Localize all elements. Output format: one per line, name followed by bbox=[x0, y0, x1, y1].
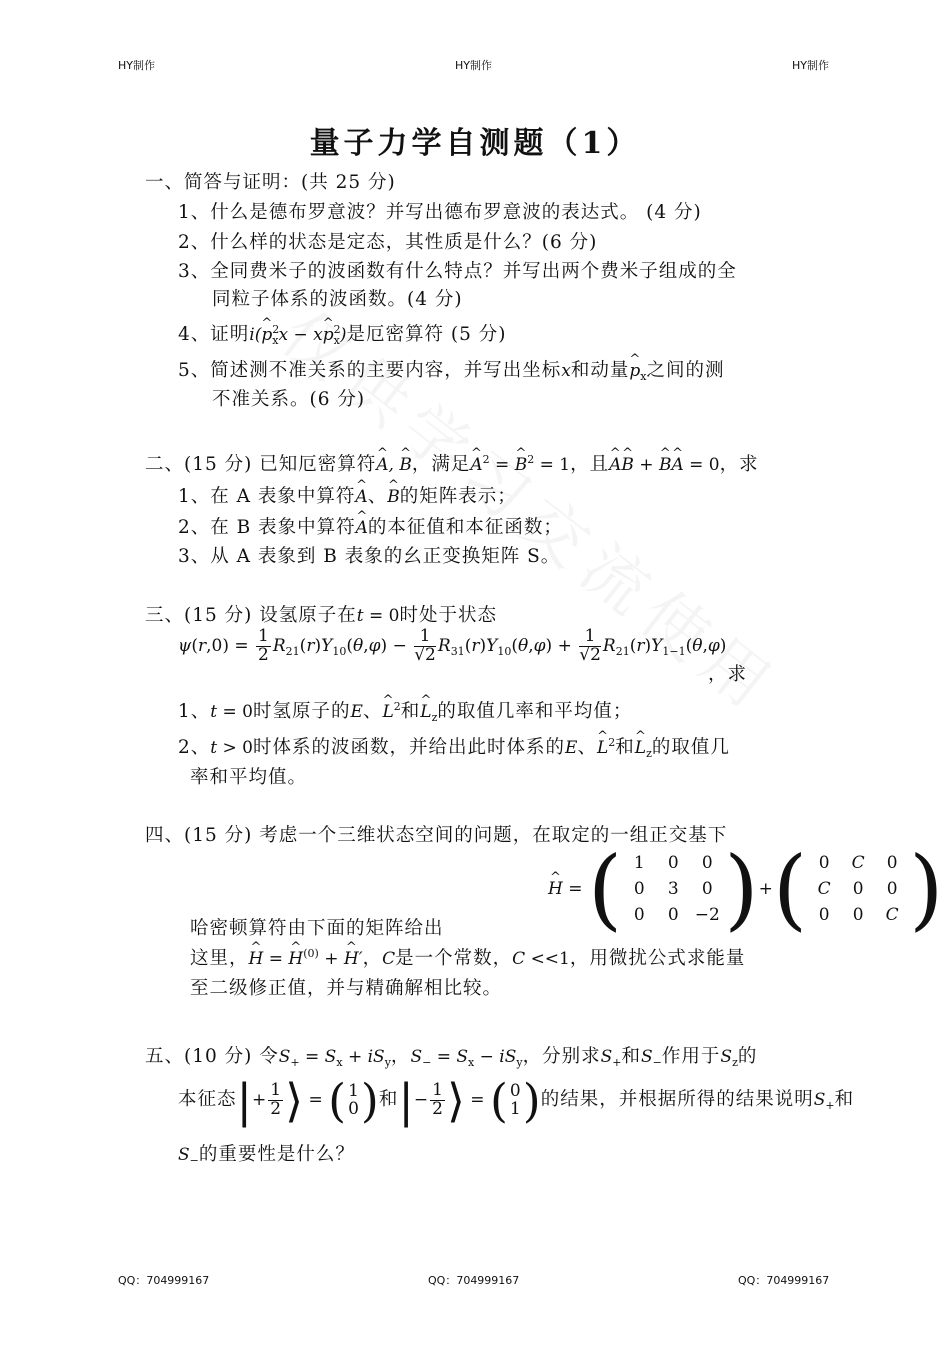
q3-head-a: 三、(15 分) 设氢原子在 bbox=[145, 605, 357, 626]
q5-head-b: ， bbox=[390, 1046, 411, 1067]
header-right: HY制作 bbox=[792, 59, 829, 72]
q5-line2-b: 和 bbox=[378, 1089, 399, 1110]
a-hat-2: ^ A bbox=[356, 518, 368, 538]
q1-item1: 1、什么是德布罗意波？并写出德布罗意波的表达式。 (4 分) bbox=[178, 202, 702, 223]
ket-minus-half: |− $\frac{1}{2}$ ⟩ = ( 0 1 ) bbox=[398, 1073, 541, 1128]
q2-item3: 3、从 A 表象到 B 表象的幺正变换矩阵 S。 bbox=[178, 546, 561, 567]
q1-item3b: 同粒子体系的波函数。(4 分) bbox=[212, 289, 463, 310]
q3-item2-b: 时体系的波函数，并给出此时体系的 bbox=[253, 737, 566, 758]
s-plus: $S_+$ bbox=[600, 1047, 622, 1069]
q5-line3 bbox=[178, 1140, 355, 1167]
q2-head-a: 二、(15 分) 已知厄密算符 bbox=[145, 454, 377, 475]
anticommute-condition: ^ A^ B + ^ B^ A = 0 bbox=[609, 455, 720, 475]
q3-item1-c: 、 bbox=[362, 701, 383, 722]
a-hat: ^ A bbox=[355, 487, 367, 507]
q5-head-c: ，分别求 bbox=[522, 1046, 601, 1067]
wavefunction-equation: ψ(r,0) = $\frac{1}{2}$ $R_{21}(r)Y_{10}(\theta,\varphi)$ − $\frac{1}{√2}$ $R_{31}(r)Y_{10}(\theta,\varphi)$ + $\frac{1}{√2}$ $R_{21}(r)Y_{1-1}(\theta,\varphi)$ bbox=[178, 626, 727, 665]
q1-heading: 一、简答与证明：(共 25 分) bbox=[145, 172, 396, 193]
lz-operator-2: ^ $L_z$ bbox=[635, 738, 652, 758]
c-small: C <<1 bbox=[512, 949, 570, 969]
q3-item1 bbox=[178, 697, 632, 724]
q5-head-f: 的 bbox=[737, 1046, 758, 1067]
footer-right: QQ：704999167 bbox=[738, 1274, 830, 1287]
hermitian-expression: i(^ $p^2_xx$ − x^ $p^2_x$) bbox=[249, 325, 346, 345]
q1-item5-c: 之间的测 bbox=[646, 360, 725, 381]
c-constant: C bbox=[382, 949, 396, 969]
q4-line-b: ， bbox=[362, 948, 383, 969]
s-plus-def: $S_+ = S_x + iS_y$ bbox=[278, 1047, 391, 1069]
hamiltonian-matrix: ^ H = ( 1 0 0 0 3 0 0 0 −2 )+( 0 C 0 C 0 0 0 0 C ) bbox=[548, 845, 944, 933]
header-center: HY制作 bbox=[455, 59, 492, 72]
q3-item1-a: 1、 bbox=[178, 701, 211, 722]
energy-e: E bbox=[350, 702, 363, 722]
q4-line bbox=[190, 944, 745, 970]
q1-item3a: 3、全同费米子的波函数有什么特点？并写出两个费米子组成的全 bbox=[178, 261, 737, 282]
q1-item4-suffix: 是厄密算符 (5 分) bbox=[346, 324, 507, 345]
l-squared: ^ $L^2$ bbox=[382, 702, 400, 722]
q2-item2-a: 2、在 B 表象中算符 bbox=[178, 517, 356, 538]
q5-eigenstates-line bbox=[178, 1072, 854, 1134]
q4-heading: 四、(15 分) 考虑一个三维状态空间的问题，在取定的一组正交基下 bbox=[145, 825, 728, 846]
energy-e-2: E bbox=[565, 738, 578, 758]
q2-item2 bbox=[178, 513, 563, 539]
q3-item2-c: 、 bbox=[577, 737, 597, 758]
square-condition: ^ $A^2$ = ^ $B^2 = 1$ bbox=[470, 455, 570, 475]
t-zero-2: t = 0 bbox=[210, 702, 253, 722]
q4-line-e: 至二级修正值，并与精确解相比较。 bbox=[190, 978, 503, 999]
q1-item4-prefix: 4、证明 bbox=[178, 324, 250, 345]
q1-item4 bbox=[178, 320, 506, 347]
b-hat: ^ B bbox=[387, 487, 400, 507]
h0-matrix: 1 0 0 0 3 0 0 0 −2 bbox=[633, 853, 720, 925]
page-title: 量子力学自测题（1） bbox=[309, 126, 641, 161]
footer-center: QQ：704999167 bbox=[428, 1274, 520, 1287]
ket-plus-half: |+ $\frac{1}{2}$ ⟩ = ( 1 0 ) bbox=[236, 1073, 379, 1128]
footer-left: QQ：704999167 bbox=[118, 1274, 210, 1287]
q1-item5d: 不准关系。(6 分) bbox=[212, 389, 366, 410]
t-positive: t > 0 bbox=[210, 738, 253, 758]
q2-head-c: ，且 bbox=[570, 454, 610, 475]
perturbation-matrix: 0 C 0 C 0 0 0 0 C bbox=[817, 853, 899, 925]
q5-head-d: 和 bbox=[621, 1046, 642, 1067]
q3-item1-d: 和 bbox=[400, 701, 421, 722]
q1-item5-a: 5、简述测不准关系的主要内容，并写出坐标 bbox=[178, 360, 562, 381]
q4-line-a: 这里， bbox=[190, 948, 249, 969]
q1-item5-b: 和动量 bbox=[570, 360, 630, 381]
q4-line-d: ，用微扰公式求能量 bbox=[569, 948, 746, 969]
s-minus-def: $S_- = S_x - iS_y$ bbox=[410, 1047, 523, 1069]
t-zero: t = 0 bbox=[356, 606, 400, 626]
q2-item1 bbox=[178, 482, 517, 508]
q5-head-a: 五、(10 分) 令 bbox=[145, 1046, 279, 1067]
q2-item2-b: 的本征值和本征函数； bbox=[367, 517, 563, 538]
q3-tail: ，求 bbox=[708, 664, 748, 685]
q5-head-e: 作用于 bbox=[661, 1046, 721, 1067]
q3-heading bbox=[145, 601, 497, 627]
q3-item2-a: 2、 bbox=[178, 737, 211, 758]
q2-head-d: ，求 bbox=[719, 454, 759, 475]
q2-item1-c: 的矩阵表示； bbox=[399, 486, 517, 507]
q5-line2-d: 和 bbox=[834, 1089, 855, 1110]
q5-line2-a: 本征态 bbox=[178, 1089, 237, 1110]
q3-item2-d: 和 bbox=[615, 737, 635, 758]
q2-head-b: ，满足 bbox=[411, 454, 471, 475]
q2-heading bbox=[145, 450, 759, 476]
q2-item1-b: 、 bbox=[367, 486, 388, 507]
l-squared-2: ^ $L^2$ bbox=[597, 738, 615, 758]
q4-line-c: 是一个常数， bbox=[395, 948, 513, 969]
q5-line2-c: 的结果，并根据所得的结果说明 bbox=[540, 1089, 814, 1110]
lz-operator: ^ $L_z$ bbox=[420, 702, 437, 722]
header-left: HY制作 bbox=[118, 59, 155, 72]
s-minus: $S_-$ bbox=[641, 1047, 662, 1069]
q3-item2 bbox=[178, 733, 730, 760]
q3-item1-b: 时氢原子的 bbox=[253, 701, 351, 722]
q5-heading bbox=[145, 1042, 757, 1069]
q3-item1-e: 的取值几率和平均值； bbox=[437, 701, 633, 722]
ab-operators: ^ A, ^ B bbox=[376, 455, 412, 475]
q1-item5 bbox=[178, 356, 725, 383]
s-plus-2: $S_+$ bbox=[813, 1090, 835, 1112]
px-symbol: ^ $p_x$ bbox=[629, 361, 646, 381]
q3-head-b: 时处于状态 bbox=[399, 605, 497, 626]
q1-item2: 2、什么样的状态是定态，其性质是什么？(6 分) bbox=[178, 232, 598, 253]
q3-item2-e: 的取值几 bbox=[651, 737, 730, 758]
q3-item2f: 率和平均值。 bbox=[190, 767, 308, 788]
q5-line3-text: 的重要性是什么？ bbox=[198, 1144, 355, 1165]
h-split: ^ H = ^ $H^{(0)}$ + ^ H′ bbox=[249, 949, 363, 969]
x-symbol: x bbox=[561, 361, 571, 381]
q4-matrix-label: 哈密顿算符由下面的矩阵给出 bbox=[190, 918, 444, 939]
s-z: $S_z$ bbox=[720, 1047, 738, 1069]
s-minus-2: $S_-$ bbox=[178, 1145, 199, 1167]
q2-item1-a: 1、在 A 表象中算符 bbox=[178, 486, 356, 507]
